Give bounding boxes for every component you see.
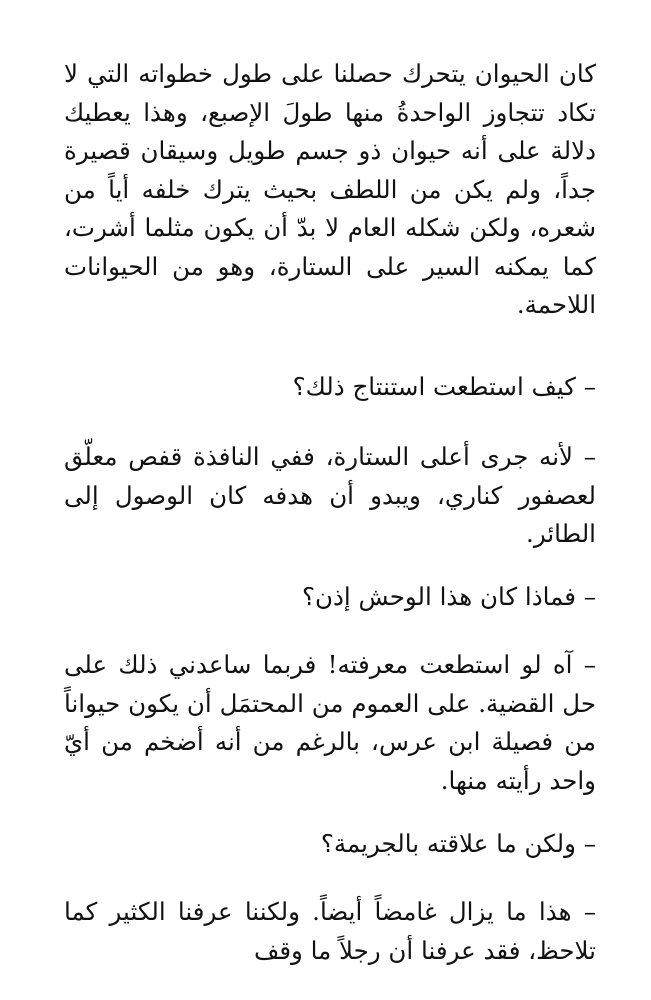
dialogue-text: – ولكن ما علاقته بالجريمة؟ (320, 829, 596, 858)
dialogue-line (64, 438, 596, 554)
paragraph-text: كان الحيوان يتحرك حصلنا على طول خطواته التي لا تكاد تتجاوز الواحدةُ منها طولَ الإصبع، وهذا يعطيك دلالة على أنه حيوان ذو جسم طويل وسيقان قصيرة جداً، ولم يكن من اللطف بحيث يترك خلفه أياً من شعره، ولكن شكله العام لا بدّ أن يكون مثلما أشرت، كما يمكنه السير على الستارة، وهو من الحيوانات اللاحمة. (64, 59, 596, 319)
dialogue-text: – فماذا كان هذا الوحش إذن؟ (302, 582, 596, 611)
dialogue-text: – آه لو استطعت معرفته! فربما ساعدني ذلك على حل القضية. على العموم من المحتمَل أن يكون حيواناً من فصيلة ابن عرس، بالرغم من أنه أضخم من أيّ واحد رأيته منها. (64, 650, 596, 795)
paragraph-animal-description (64, 55, 596, 325)
dialogue-line (64, 646, 596, 800)
dialogue-line (64, 893, 596, 970)
dialogue-line (64, 578, 596, 617)
dialogue-text: – هذا ما يزال غامضاً أيضاً. ولكننا عرفنا الكثير كما تلاحظ، فقد عرفنا أن رجلاً ما وقف (64, 897, 596, 965)
dialogue-text: – لأنه جرى أعلى الستارة، ففي النافذة قفص معلّق لعصفور كناري، ويبدو أن هدفه كان الوصول إلى الطائر. (64, 442, 596, 548)
dialogue-line (64, 368, 596, 407)
dialogue-text: – كيف استطعت استنتاج ذلك؟ (292, 372, 596, 401)
dialogue-line (64, 825, 596, 864)
